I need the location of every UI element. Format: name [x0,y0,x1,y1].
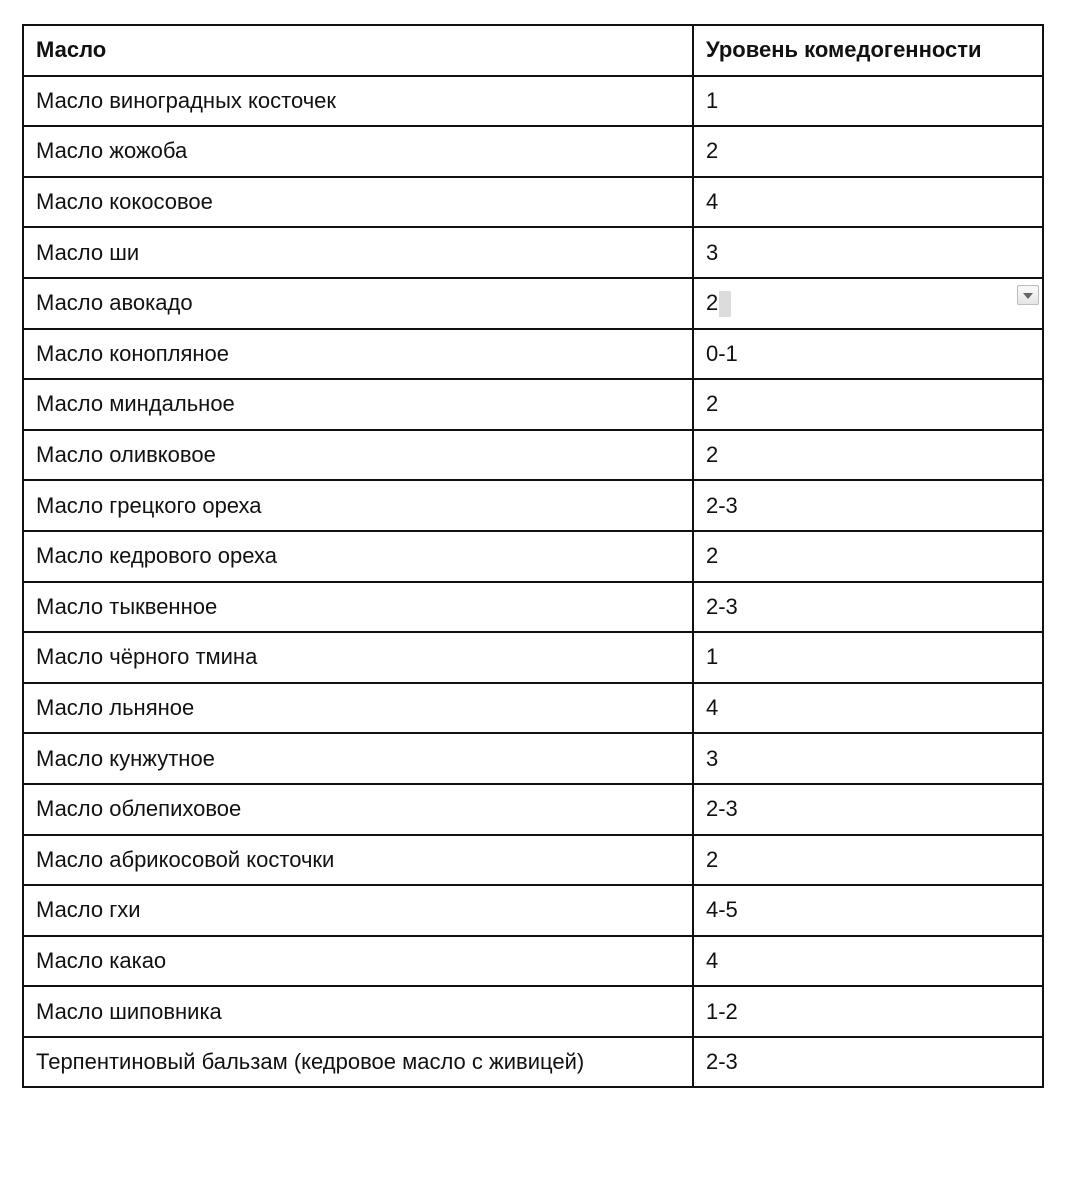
table-row [23,885,1043,936]
oil-name-cell[interactable]: Масло виноградных косточек [23,76,693,127]
oil-name-cell[interactable]: Терпентиновый бальзам (кедровое масло с живицей) [23,1037,693,1088]
oil-name-cell[interactable]: Масло кедрового ореха [23,531,693,582]
comedogenicity-level-cell[interactable] [693,329,1043,380]
table-row [23,430,1043,481]
table-row [23,126,1043,177]
comedogenicity-level-cell[interactable] [693,76,1043,127]
header-comedogenicity-level[interactable]: Уровень комедогенности [693,25,1043,76]
level-value: 2 [706,289,719,315]
level-value: 2 [706,846,719,872]
table-row [23,683,1043,734]
level-value: 0-1 [706,340,738,366]
comedogenicity-level-cell[interactable] [693,632,1043,683]
comedogenicity-level-cell[interactable] [693,227,1043,278]
comedogenicity-table-container [22,24,1042,1088]
comedogenicity-level-cell[interactable] [693,1037,1043,1088]
oil-name-cell[interactable]: Масло какао [23,936,693,987]
oil-name-cell[interactable]: Масло кокосовое [23,177,693,228]
oil-name-cell[interactable]: Масло ши [23,227,693,278]
table-row [23,733,1043,784]
level-value: 2-3 [706,796,738,822]
oil-name-cell[interactable]: Масло конопляное [23,329,693,380]
table-row [23,784,1043,835]
table-row [23,835,1043,886]
oil-name-cell[interactable]: Масло льняное [23,683,693,734]
level-value: 3 [706,239,719,265]
table-row [23,936,1043,987]
comedogenicity-level-cell[interactable] [693,582,1043,633]
table-row [23,227,1043,278]
triangle-down-glyph [1023,293,1033,299]
chevron-down-icon[interactable] [1017,285,1039,305]
comedogenicity-level-cell[interactable] [693,278,1043,329]
table-row [23,582,1043,633]
level-value: 3 [706,745,719,771]
header-oil[interactable]: Масло [23,25,693,76]
comedogenicity-level-cell[interactable] [693,430,1043,481]
oil-name-cell[interactable]: Масло шиповника [23,986,693,1037]
level-value: 1 [706,644,719,670]
level-value: 2 [706,442,719,468]
oil-name-cell[interactable]: Масло абрикосовой косточки [23,835,693,886]
table-row [23,329,1043,380]
comedogenicity-level-cell[interactable] [693,733,1043,784]
comedogenicity-level-cell[interactable] [693,480,1043,531]
level-value: 2-3 [706,492,738,518]
comedogenicity-level-cell[interactable] [693,835,1043,886]
comedogenicity-level-cell[interactable] [693,986,1043,1037]
level-value: 2 [706,543,719,569]
level-value: 2-3 [706,593,738,619]
comedogenicity-level-cell[interactable] [693,177,1043,228]
table-row [23,632,1043,683]
oil-name-cell[interactable]: Масло гхи [23,885,693,936]
level-value: 4 [706,947,719,973]
oil-name-cell[interactable]: Масло облепиховое [23,784,693,835]
comedogenicity-level-cell[interactable] [693,126,1043,177]
oil-name-cell[interactable]: Масло миндальное [23,379,693,430]
level-value: 4 [706,189,719,215]
table-row [23,1037,1043,1088]
oil-name-cell[interactable]: Масло чёрного тмина [23,632,693,683]
level-value: 1 [706,87,719,113]
comedogenicity-table [22,24,1044,1088]
oil-name-cell[interactable]: Масло авокадо [23,278,693,329]
comedogenicity-level-cell[interactable] [693,784,1043,835]
table-row [23,76,1043,127]
table-row [23,379,1043,430]
table-header-row [23,25,1043,76]
level-value: 1-2 [706,998,738,1024]
level-value: 2 [706,391,719,417]
oil-name-cell[interactable]: Масло жожоба [23,126,693,177]
comedogenicity-level-cell[interactable] [693,531,1043,582]
table-row [23,278,1043,329]
text-cursor-selection [719,291,731,317]
oil-name-cell[interactable]: Масло кунжутное [23,733,693,784]
oil-name-cell[interactable]: Масло грецкого ореха [23,480,693,531]
comedogenicity-level-cell[interactable] [693,936,1043,987]
oil-name-cell[interactable]: Масло оливковое [23,430,693,481]
comedogenicity-level-cell[interactable] [693,885,1043,936]
level-value: 4-5 [706,897,738,923]
table-row [23,177,1043,228]
table-row [23,986,1043,1037]
level-value: 2-3 [706,1049,738,1075]
table-row [23,531,1043,582]
table-row [23,480,1043,531]
comedogenicity-level-cell[interactable] [693,683,1043,734]
oil-name-cell[interactable]: Масло тыквенное [23,582,693,633]
level-value: 2 [706,138,719,164]
level-value: 4 [706,695,719,721]
comedogenicity-level-cell[interactable] [693,379,1043,430]
